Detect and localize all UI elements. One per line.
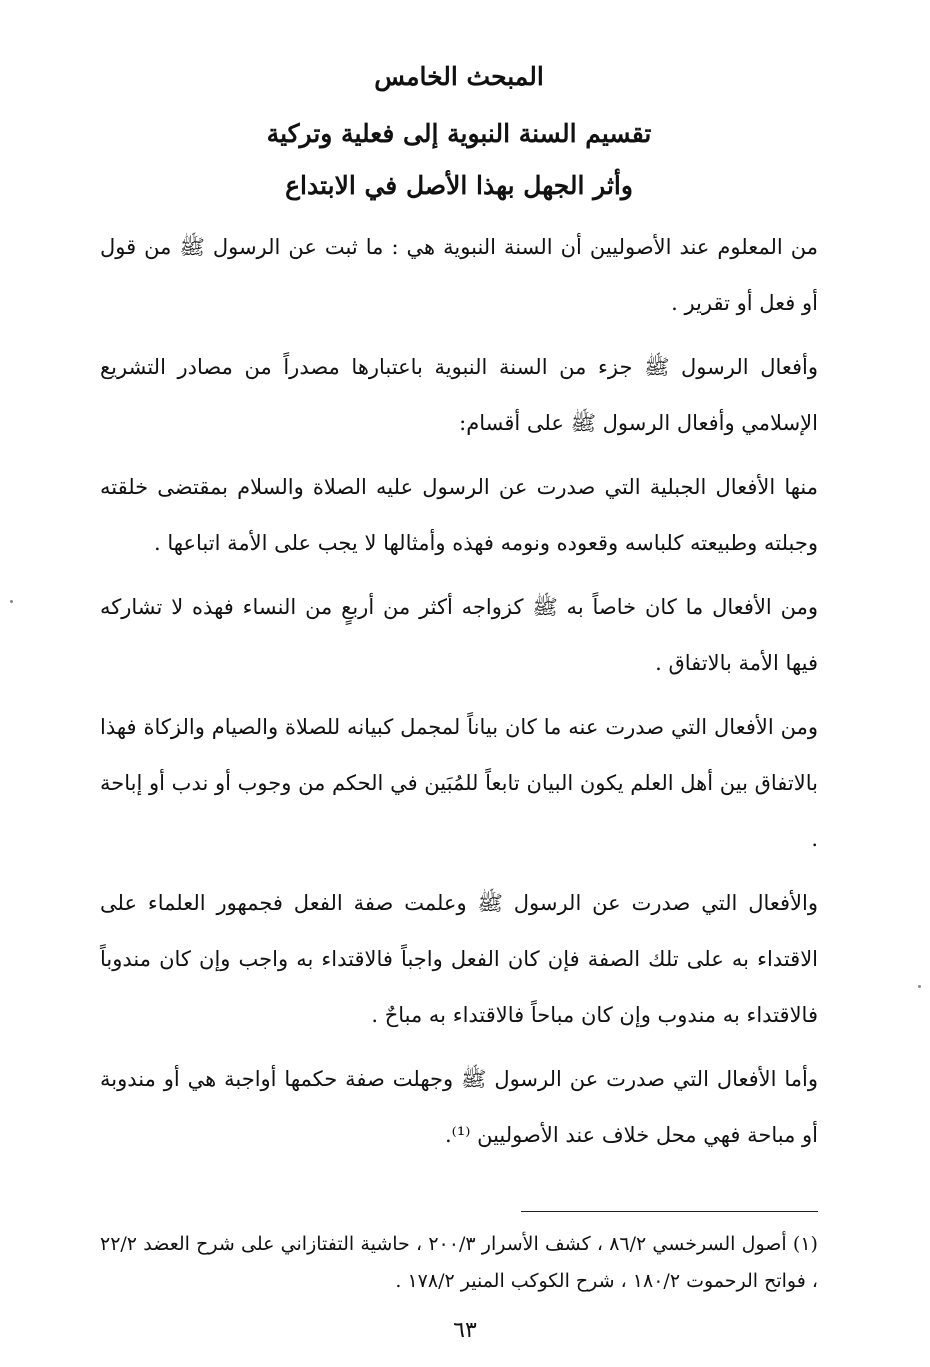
paragraph: ومن الأفعال ما كان خاصاً به ﷺ كزواجه أكثر من أربعٍ من النساء فهذه لا تشاركه فيها الأمة بالاتفاق . [100,594,818,675]
chapter-title-line-1: تقسيم السنة النبوية إلى فعلية وتركية [266,119,652,149]
paragraph: وأما الأفعال التي صدرت عن الرسول ﷺ وجهلت صفة حكمها أواجبة هي أو مندوبة أو مباحة فهي محل خلاف عند الأصوليين ⁽¹⁾. [100,1066,818,1147]
footnote-separator [521,1211,818,1212]
paragraph: ومن الأفعال التي صدرت عنه ما كان بياناً لمجمل كبيانه للصلاة والصيام والزكاة فهذا بالاتفاق بين أهل العلم يكون البيان تابعاً للمُبَين في الحكم من وجوب أو ندب أو إباحة . [100,714,818,851]
footnote: (١) أصول السرخسي ٨٦/٢ ، كشف الأسرار ٢٠٠/٣ ، حاشية التفتازاني على شرح العضد ٢٢/٢ ، فواتح الرحموت ١٨٠/٢ ، شرح الكوكب المنير ١٧٨/٢ . [100,1232,818,1292]
page-number: ٦٣ [453,1318,477,1343]
paragraph: منها الأفعال الجبلية التي صدرت عن الرسول عليه الصلاة والسلام بمقتضى خلقته وجبلته وطبيعته كلباسه وقعوده ونومه فهذه وأمثالها لا يجب على الأمة اتباعها . [100,474,818,555]
chapter-title-line-2: وأثر الجهل بهذا الأصل في الابتداع [285,170,633,200]
paragraph: من المعلوم عند الأصوليين أن السنة النبوية هي : ما ثبت عن الرسول ﷺ من قول أو فعل أو تقرير . [100,234,818,315]
scan-speck [918,985,921,988]
paragraph: والأفعال التي صدرت عن الرسول ﷺ وعلمت صفة الفعل فجمهور العلماء على الاقتداء به على تلك الصفة فإن كان الفعل واجباً فالاقتداء به واجب وإن كان مندوباً فالاقتداء به مندوب وإن كان مباحاً فالاقتداء به مباحٌ . [100,890,818,1027]
scan-speck [10,600,13,603]
body-text [100,219,818,1163]
paragraph: وأفعال الرسول ﷺ جزء من السنة النبوية باعتبارها مصدراً من مصادر التشريع الإسلامي وأفعال الرسول ﷺ على أقسام: [100,354,818,435]
section-heading: المبحث الخامس [374,62,544,91]
